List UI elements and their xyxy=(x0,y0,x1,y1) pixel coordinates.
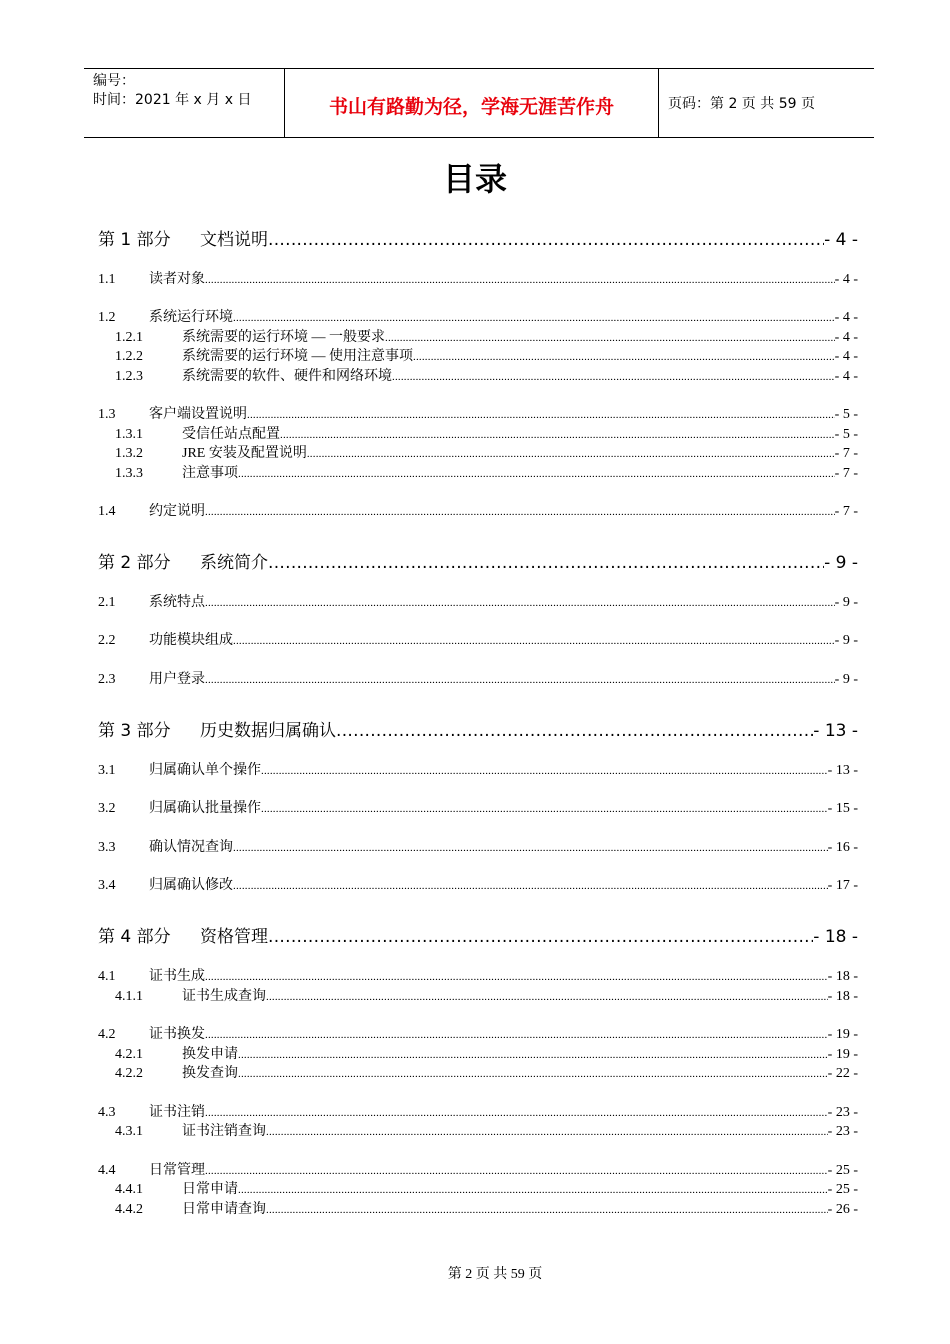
header-left-cell xyxy=(84,69,285,137)
toc-entry[interactable] xyxy=(98,594,858,612)
toc-entry-number: 1.3.2 xyxy=(98,445,182,463)
toc-entry-number: 4.4.2 xyxy=(98,1201,182,1219)
toc-entry[interactable] xyxy=(98,445,858,463)
toc-entry-title: 系统运行环境 xyxy=(149,310,233,325)
toc-entry-page: - 26 - xyxy=(827,1202,858,1217)
toc-leader-dots xyxy=(413,348,835,366)
toc-entry-number: 1.2.2 xyxy=(98,348,182,366)
toc-entry-page: - 19 - xyxy=(827,1047,858,1062)
toc-leader-dots xyxy=(261,800,828,818)
toc-entry-title: 日常管理 xyxy=(149,1163,205,1178)
toc-leader-dots xyxy=(205,503,835,521)
toc-entry-number: 2.2 xyxy=(98,632,149,650)
header-page-cell xyxy=(659,69,874,137)
toc-leader-dots xyxy=(268,552,824,574)
toc-entry-page: - 15 - xyxy=(827,801,858,816)
toc-leader-dots xyxy=(268,926,813,948)
toc-entry-page: - 23 - xyxy=(827,1105,858,1120)
toc-leader-dots xyxy=(205,1162,828,1180)
toc-entry[interactable] xyxy=(98,1104,858,1122)
toc-entry-number: 1.3.3 xyxy=(98,465,182,483)
toc-leader-dots xyxy=(238,1046,828,1064)
toc-entry-page: - 4 - xyxy=(834,272,858,287)
toc-entry[interactable] xyxy=(98,368,858,386)
toc-entry-page: - 9 - xyxy=(824,553,858,573)
toc-entry[interactable] xyxy=(98,465,858,483)
toc-leader-dots xyxy=(266,988,828,1006)
toc-entry-title: 历史数据归属确认 xyxy=(200,721,336,741)
toc-entry[interactable] xyxy=(98,552,858,574)
toc-leader-dots xyxy=(261,762,828,780)
toc-entry[interactable] xyxy=(98,988,858,1006)
toc-leader-dots xyxy=(205,671,835,689)
toc-leader-dots xyxy=(385,329,835,347)
toc-entry-title: 归属确认修改 xyxy=(149,878,233,893)
toc-entry[interactable] xyxy=(98,877,858,895)
toc-entry-number: 4.1.1 xyxy=(98,988,182,1006)
toc-entry-page: - 16 - xyxy=(827,840,858,855)
toc-entry-title: 客户端设置说明 xyxy=(149,407,247,422)
toc-entry-page: - 13 - xyxy=(827,763,858,778)
toc-entry-page: - 13 - xyxy=(813,721,858,741)
toc-entry-page: - 9 - xyxy=(834,672,858,687)
toc-entry-number: 2.3 xyxy=(98,671,149,689)
toc-leader-dots xyxy=(280,426,835,444)
toc-entry-page: - 4 - xyxy=(834,349,858,364)
toc-entry-number: 4.3 xyxy=(98,1104,149,1122)
toc-entry-page: - 5 - xyxy=(834,427,858,442)
toc-leader-dots xyxy=(238,1065,828,1083)
toc-leader-dots xyxy=(205,968,828,986)
toc-entry-number: 1.3 xyxy=(98,406,149,424)
toc-entry-number: 第 2 部分 xyxy=(98,552,200,574)
toc-entry-number: 4.1 xyxy=(98,968,149,986)
toc-entry[interactable] xyxy=(98,839,858,857)
toc-entry-page: - 25 - xyxy=(827,1163,858,1178)
toc-entry-title: 证书换发 xyxy=(149,1027,205,1042)
toc-entry-title: 日常申请 xyxy=(182,1182,238,1197)
toc-leader-dots xyxy=(205,271,835,289)
toc-entry-number: 2.1 xyxy=(98,594,149,612)
toc-entry-page: - 4 - xyxy=(834,310,858,325)
toc-entry-title: 系统特点 xyxy=(149,595,205,610)
toc-leader-dots xyxy=(336,720,813,742)
toc-entry[interactable] xyxy=(98,720,858,742)
toc-entry-title: 系统需要的运行环境 — 使用注意事项 xyxy=(182,349,413,364)
toc-entry-title: 归属确认批量操作 xyxy=(149,801,261,816)
toc-entry-number: 3.1 xyxy=(98,762,149,780)
toc-entry-number: 4.2 xyxy=(98,1026,149,1044)
toc-entry-page: - 18 - xyxy=(827,969,858,984)
toc-entry[interactable] xyxy=(98,329,858,347)
toc-entry[interactable] xyxy=(98,1162,858,1180)
toc-entry[interactable] xyxy=(98,229,858,251)
toc-entry-title: 受信任站点配置 xyxy=(182,427,280,442)
toc-entry-page: - 22 - xyxy=(827,1066,858,1081)
toc-entry[interactable] xyxy=(98,503,858,521)
toc-entry-title: 换发申请 xyxy=(182,1047,238,1062)
toc-entry-number: 3.3 xyxy=(98,839,149,857)
toc-entry-number: 1.2.1 xyxy=(98,329,182,347)
toc-entry-page: - 9 - xyxy=(834,633,858,648)
toc-leader-dots xyxy=(238,465,835,483)
toc-entry-page: - 19 - xyxy=(827,1027,858,1042)
toc-entry-number: 4.4.1 xyxy=(98,1181,182,1199)
toc-leader-dots xyxy=(266,1201,828,1219)
toc-entry[interactable] xyxy=(98,1026,858,1044)
toc-entry[interactable] xyxy=(98,1201,858,1219)
toc-entry-number: 第 3 部分 xyxy=(98,720,200,742)
toc-entry-title: 日常申请查询 xyxy=(182,1202,266,1217)
toc-leader-dots xyxy=(392,368,835,386)
page-title: 目录 xyxy=(442,160,507,198)
toc-entry[interactable] xyxy=(98,271,858,289)
toc-entry-number: 第 1 部分 xyxy=(98,229,200,251)
toc-entry-number: 1.3.1 xyxy=(98,426,182,444)
toc-entry-title: 系统简介 xyxy=(200,553,268,573)
toc-entry-page: - 7 - xyxy=(834,466,858,481)
toc-entry[interactable] xyxy=(98,800,858,818)
toc-entry-title: 读者对象 xyxy=(149,272,205,287)
document-time-label: 时间：2021 年 x 月 x 日 xyxy=(93,92,252,108)
toc-entry[interactable] xyxy=(98,426,858,444)
toc-entry-number: 4.4 xyxy=(98,1162,149,1180)
document-number-label: 编号： xyxy=(93,73,135,89)
toc-entry-page: - 4 - xyxy=(824,230,858,250)
toc-leader-dots xyxy=(233,632,835,650)
toc-entry[interactable] xyxy=(98,348,858,366)
toc-entry-title: JRE 安装及配置说明 xyxy=(182,446,307,461)
toc-entry-number: 4.3.1 xyxy=(98,1123,182,1141)
toc-entry-page: - 4 - xyxy=(834,369,858,384)
toc-entry-page: - 7 - xyxy=(834,446,858,461)
toc-entry-number: 1.2.3 xyxy=(98,368,182,386)
toc-entry-title: 系统需要的软件、硬件和网络环境 xyxy=(182,369,392,384)
toc-entry-number: 4.2.1 xyxy=(98,1046,182,1064)
page-footer: 第 2 页 共 59 页 xyxy=(447,1267,543,1282)
toc-entry-number: 1.2 xyxy=(98,309,149,327)
toc-entry[interactable] xyxy=(98,968,858,986)
toc-entry-number: 3.4 xyxy=(98,877,149,895)
toc-entry-title: 证书注销查询 xyxy=(182,1124,266,1139)
toc-leader-dots xyxy=(233,309,835,327)
toc-entry[interactable] xyxy=(98,632,858,650)
toc-entry-page: - 9 - xyxy=(834,595,858,610)
toc-entry-page: - 18 - xyxy=(813,927,858,947)
toc-entry-title: 换发查询 xyxy=(182,1066,238,1081)
toc-entry[interactable] xyxy=(98,671,858,689)
header-page-info: 页码：第 2 页 共 59 页 xyxy=(668,96,815,112)
toc-entry-page: - 4 - xyxy=(834,330,858,345)
toc-entry-number: 3.2 xyxy=(98,800,149,818)
toc-leader-dots xyxy=(233,877,828,895)
toc-entry-number: 第 4 部分 xyxy=(98,926,200,948)
toc-entry-title: 确认情况查询 xyxy=(149,840,233,855)
toc-leader-dots xyxy=(205,594,835,612)
toc-entry-title: 用户登录 xyxy=(149,672,205,687)
toc-entry[interactable] xyxy=(98,1123,858,1141)
toc-entry-title: 注意事项 xyxy=(182,466,238,481)
toc-entry[interactable] xyxy=(98,926,858,948)
toc-entry-number: 1.1 xyxy=(98,271,149,289)
toc-entry-number: 1.4 xyxy=(98,503,149,521)
toc-leader-dots xyxy=(238,1181,828,1199)
toc-entry-title: 系统需要的运行环境 — 一般要求 xyxy=(182,330,385,345)
toc-leader-dots xyxy=(205,1026,828,1044)
toc-entry[interactable] xyxy=(98,406,858,424)
toc-entry-number: 4.2.2 xyxy=(98,1065,182,1083)
toc-entry-title: 约定说明 xyxy=(149,504,205,519)
header-motto: 书山有路勤为径，学海无涯苦作舟 xyxy=(328,96,614,118)
header-motto-cell xyxy=(285,69,659,137)
toc-entry-page: - 7 - xyxy=(834,504,858,519)
toc-entry-page: - 17 - xyxy=(827,878,858,893)
toc-entry-title: 归属确认单个操作 xyxy=(149,763,261,778)
toc-entry-title: 证书生成查询 xyxy=(182,989,266,1004)
toc-entry[interactable] xyxy=(98,1181,858,1199)
toc-entry-page: - 23 - xyxy=(827,1124,858,1139)
toc-entry[interactable] xyxy=(98,1046,858,1064)
toc-entry-title: 文档说明 xyxy=(200,230,268,250)
toc-entry-title: 证书生成 xyxy=(149,969,205,984)
toc-entry-page: - 25 - xyxy=(827,1182,858,1197)
toc-leader-dots xyxy=(307,445,835,463)
toc-entry-page: - 5 - xyxy=(834,407,858,422)
toc-leader-dots xyxy=(247,406,835,424)
toc-entry[interactable] xyxy=(98,309,858,327)
toc-entry-title: 功能模块组成 xyxy=(149,633,233,648)
toc-leader-dots xyxy=(268,229,824,251)
page-header xyxy=(84,68,874,138)
toc-leader-dots xyxy=(205,1104,828,1122)
toc-entry[interactable] xyxy=(98,762,858,780)
toc-entry-title: 资格管理 xyxy=(200,927,268,947)
toc-entry[interactable] xyxy=(98,1065,858,1083)
toc-entry-title: 证书注销 xyxy=(149,1105,205,1120)
toc-leader-dots xyxy=(233,839,828,857)
toc-entry-page: - 18 - xyxy=(827,989,858,1004)
toc-leader-dots xyxy=(266,1123,828,1141)
